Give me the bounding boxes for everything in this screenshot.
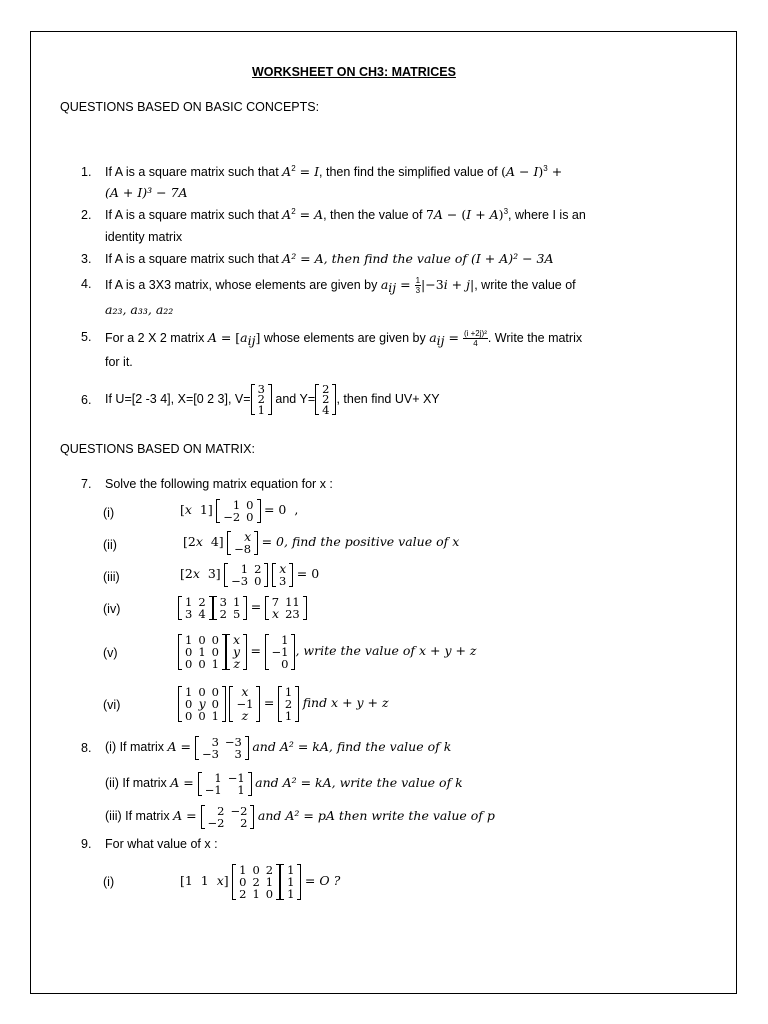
q6-number: 6. xyxy=(81,393,92,407)
q8-iii: (iii) If matrix A = 2 −2 −2 2 and A² = pA then write the value of p xyxy=(105,803,495,830)
q8-i: (i) If matrix A = 3 −3 −3 3 and A² = kA, find the value of k xyxy=(105,734,452,761)
q8-ii: (ii) If matrix A = 1 −1 −1 1 and A² = kA, write the value of k xyxy=(105,770,463,797)
q1-number: 1. xyxy=(81,165,92,179)
q7-v-equation: 1 0 0 0 1 0 0 0 1 x y z = 1 −1 0 , write the value of x + y + z xyxy=(178,626,477,676)
q7-vi-equation: 1 0 0 0 y 0 0 0 1 x −1 z = 1 2 1 find x + y + z xyxy=(178,678,389,728)
q5-number: 5. xyxy=(81,330,92,344)
section-matrix: QUESTIONS BASED ON MATRIX: xyxy=(60,442,255,456)
matrix-v: 3 2 1 xyxy=(251,384,272,416)
q7-ii-label: (ii) xyxy=(103,538,117,552)
q7-number: 7. xyxy=(81,477,92,491)
page-title: WORKSHEET ON CH3: MATRICES xyxy=(252,65,456,79)
q7-iii-label: (iii) xyxy=(103,570,120,584)
section-basic-concepts: QUESTIONS BASED ON BASIC CONCEPTS: xyxy=(60,100,320,114)
matrix-y: 2 2 4 xyxy=(315,384,336,416)
q4-line1: If A is a 3X3 matrix, whose elements are given by $a_{ij}$ = $\frac{1}{3}$ |−3i + j|, write the value of xyxy=(105,276,576,296)
q3-line1: If A is a square matrix such that A² = A, then find the value of (I + A)² − 3A xyxy=(105,251,554,266)
q9-text: For what value of x : xyxy=(105,837,218,851)
q1-line2: (A + I)³ − 7A xyxy=(105,185,188,200)
q5-line2: for it. xyxy=(105,355,133,369)
q7-i-label: (i) xyxy=(103,506,115,520)
q3-number: 3. xyxy=(81,252,92,266)
q9-i-label: (i) xyxy=(103,875,115,889)
q4-line2: a₂₃, a₃₃, a₂₂ xyxy=(105,302,174,317)
q7-iv-equation: 1 2 3 4 3 1 2 5 = 7 11 x 23 xyxy=(178,592,307,622)
q7-text: Solve the following matrix equation for x : xyxy=(105,477,333,491)
q6-line1: If U=[2 -3 4], X=[0 2 3], V= 3 2 1 and Y= 2 2 4 , then find UV+ XY xyxy=(105,381,440,417)
q9-i-equation: [1 1 x] 1 0 2 0 2 1 2 1 0 1 1 1 = O ? xyxy=(180,862,341,901)
q7-iv-label: (iv) xyxy=(103,602,121,616)
q7-v-label: (v) xyxy=(103,646,118,660)
q7-i-equation: [x 1] 1 0 −2 0 = 0 , xyxy=(180,497,299,524)
q5-line1: For a 2 X 2 matrix $A = [a_{ij}]$ whose elements are given by $a_{ij}$ = $\frac{\text{(i +2j)²}}{4}$ . Write the matrix xyxy=(105,329,583,349)
q2-number: 2. xyxy=(81,208,92,222)
q2-line1: If A is a square matrix such that $A^2 = A$, then the value of $7A - (I + A)^3$, where I is an xyxy=(105,206,586,222)
q4-number: 4. xyxy=(81,277,92,291)
q1-line1: If A is a square matrix such that $A^2 = I$, then find the simplified value of $(A - I)^3$ + xyxy=(105,163,563,179)
q8-number: 8. xyxy=(81,741,92,755)
q7-iii-equation: [2x 3] 1 2 −3 0 x 3 = 0 xyxy=(180,560,320,588)
q7-vi-label: (vi) xyxy=(103,698,121,712)
q2-line2: identity matrix xyxy=(105,230,183,244)
q9-number: 9. xyxy=(81,837,92,851)
q7-ii-equation: [2x 4] x −8 = 0, find the positive value of x xyxy=(183,528,460,556)
